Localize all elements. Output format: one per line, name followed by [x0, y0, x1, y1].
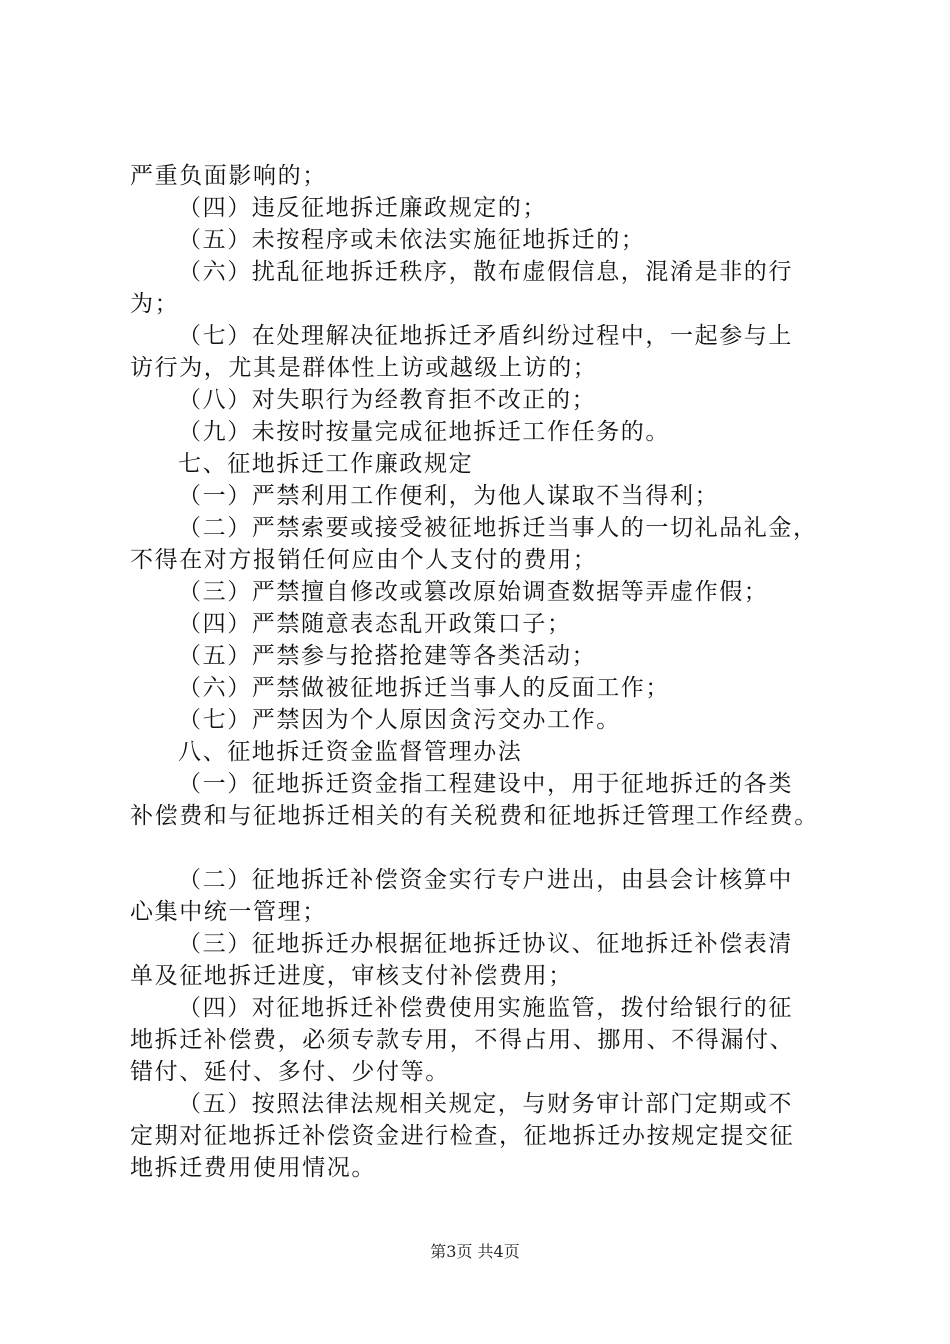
- text-line: （五）严禁参与抢搭抢建等各类活动；: [178, 643, 597, 669]
- page-footer: 第3页 共4页: [430, 1242, 520, 1261]
- text-line: （四）对征地拆迁补偿费使用实施监管，拨付给银行的征: [178, 995, 793, 1021]
- text-line: （七）严禁因为个人原因贪污交办工作。: [178, 707, 621, 733]
- text-line: 严重负面影响的；: [130, 163, 327, 189]
- text-line: 不得在对方报销任何应由个人支付的费用；: [130, 547, 598, 573]
- text-line: （五）未按程序或未依法实施征地拆迁的；: [178, 227, 646, 253]
- text-line: （四）违反征地拆迁廉政规定的；: [178, 195, 547, 221]
- text-line: 错付、延付、多付、少付等。: [130, 1059, 450, 1085]
- text-line: （三）征地拆迁办根据征地拆迁协议、征地拆迁补偿表清: [178, 931, 793, 957]
- text-line: （二）严禁索要或接受被征地拆迁当事人的一切礼品礼金，: [178, 515, 818, 541]
- text-line: （六）扰乱征地拆迁秩序，散布虚假信息，混淆是非的行: [178, 259, 793, 285]
- text-line: 单及征地拆迁进度，审核支付补偿费用；: [130, 963, 573, 989]
- text-line: （四）严禁随意表态乱开政策口子；: [178, 611, 572, 637]
- text-line: 心集中统一管理；: [130, 899, 327, 925]
- text-line: （二）征地拆迁补偿资金实行专户进出，由县会计核算中: [178, 867, 793, 893]
- text-line: （三）严禁擅自修改或篡改原始调查数据等弄虚作假；: [178, 579, 769, 605]
- text-line: 地拆迁补偿费，必须专款专用，不得占用、挪用、不得漏付、: [130, 1027, 795, 1053]
- text-line: （五）按照法律法规相关规定，与财务审计部门定期或不: [178, 1091, 793, 1117]
- text-line: 为；: [130, 291, 180, 317]
- blank-line: [130, 832, 850, 864]
- text-line: （一）严禁利用工作便利，为他人谋取不当得利；: [178, 483, 720, 509]
- text-line: （一）征地拆迁资金指工程建设中，用于征地拆迁的各类: [178, 771, 793, 797]
- text-line: （九）未按时按量完成征地拆迁工作任务的。: [178, 419, 670, 445]
- text-line: 补偿费和与征地拆迁相关的有关税费和征地拆迁管理工作经费。: [130, 803, 819, 829]
- text-line: 八、征地拆迁资金监督管理办法: [178, 739, 523, 765]
- text-line: 访行为，尤其是群体性上访或越级上访的；: [130, 355, 598, 381]
- text-line: 七、征地拆迁工作廉政规定: [178, 451, 474, 477]
- text-line: （六）严禁做被征地拆迁当事人的反面工作；: [178, 675, 670, 701]
- text-line: 地拆迁费用使用情况。: [130, 1155, 376, 1181]
- text-line: （七）在处理解决征地拆迁矛盾纠纷过程中，一起参与上: [178, 323, 793, 349]
- text-line: 定期对征地拆迁补偿资金进行检查，征地拆迁办按规定提交征: [130, 1123, 795, 1149]
- text-line: （八）对失职行为经教育拒不改正的；: [178, 387, 597, 413]
- document-body: [130, 160, 850, 1184]
